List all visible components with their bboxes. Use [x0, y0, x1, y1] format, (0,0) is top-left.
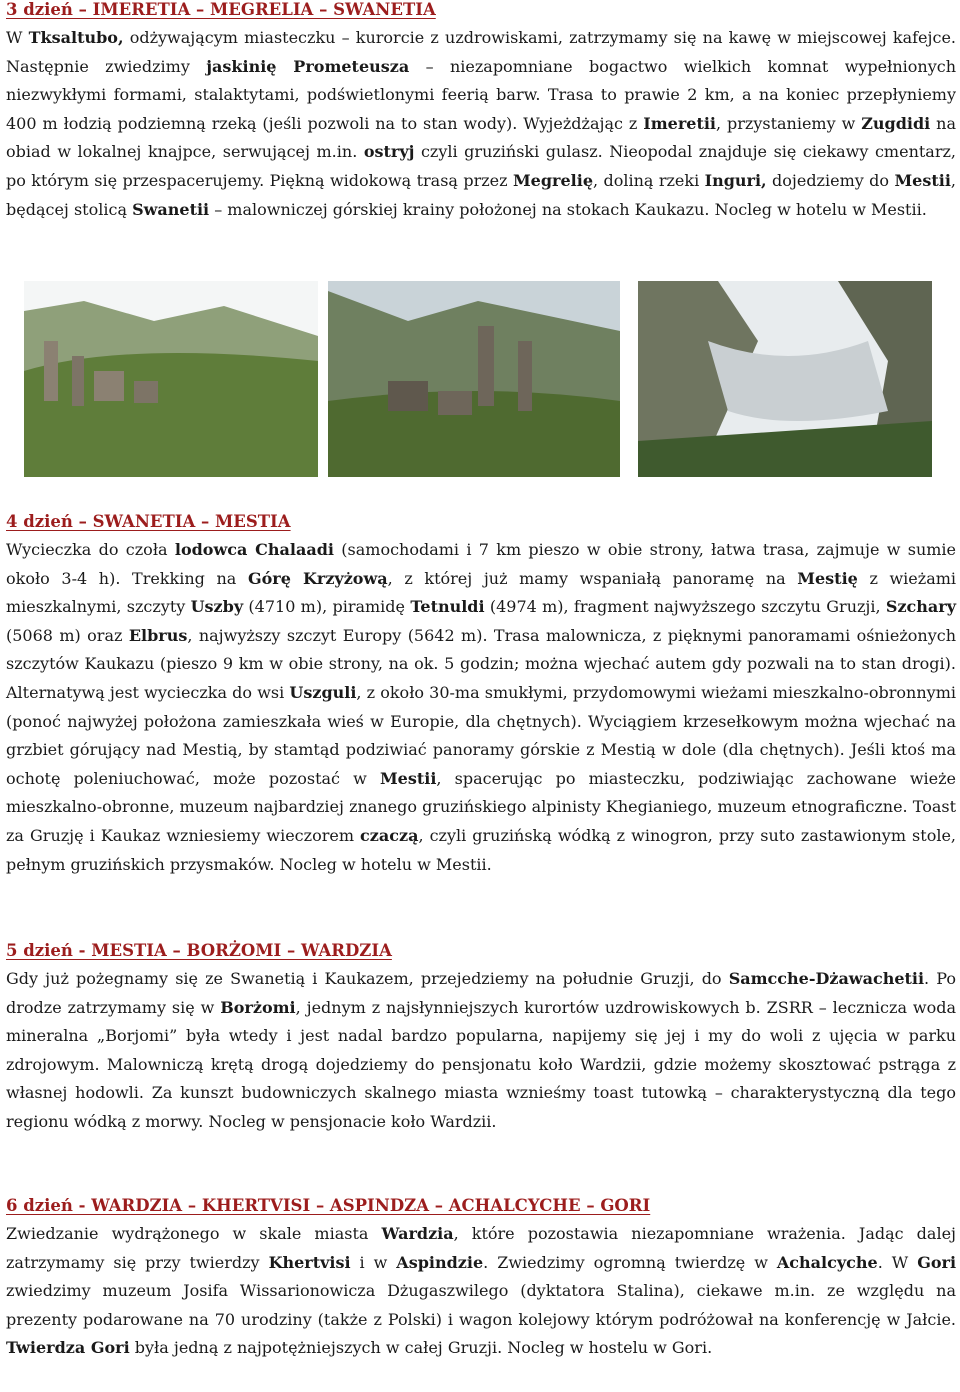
- text-run: – malowniczej górskiej krainy położonej na stokach Kaukazu. Nocleg w hotelu w Mestii.: [209, 199, 927, 219]
- section-day-4: [6, 512, 956, 879]
- text-run: (5068 m) oraz: [6, 625, 129, 645]
- section-day-5: [6, 941, 956, 1137]
- section-text: [6, 1220, 956, 1363]
- text-run: czyli gruziński gulasz. Nieopodal znajduje się ciekawy cmentarz, po którym się przespacerujemy. Piękną widokową trasą przez: [6, 142, 957, 190]
- text-run: . Zwiedzimy ogromną twierdzę w: [483, 1252, 777, 1272]
- text-run: , z której już mamy wspaniałą panoramę na: [387, 568, 798, 588]
- section-text: [6, 965, 956, 1137]
- text-run: z wieżami mieszkalnymi, szczyty: [6, 568, 957, 617]
- text-run: (samochodami i 7 km pieszo w obie strony, łatwa trasa, zajmuje w sumie około 3-4 h). Trekking na: [6, 540, 957, 588]
- text-run: , jednym z najsłynniejszych kurortów uzdrowiskowych b. ZSRR – lecznicza woda mineralna „Borjomi” była wtedy i jest nadal bardzo popularna, napijemy się jej i my do woli z ujęcia w parku zdrojowym. Malowniczą krętą drogą dojedziemy do pensjonatu koło Wardzii, gdzie możemy skosztować pstrąga z własnej hodowli. Za kunszt budowniczych skalnego miasta wznieśmy toast tutowką – charakterystyczną dla tego regionu wódką z morwy. Nocleg w pensjonacie koło Wardzii.: [6, 997, 957, 1131]
- text-run: , które pozostawia niezapomniane wrażenia. Jadąc dalej zatrzymamy się przy twierdzy: [6, 1224, 957, 1272]
- text-run: odżywającym miasteczku – kurorcie z uzdrowiskami, zatrzymamy się na kawę w miejscowej kafejce. Następnie zwiedzimy: [6, 28, 957, 76]
- bold-text: Twierdza Gori: [6, 1338, 130, 1358]
- bold-text: ostryj: [363, 142, 415, 162]
- bold-text: Elbrus: [128, 625, 188, 645]
- bold-text: Achalcyche: [776, 1252, 878, 1272]
- text-run: (4710 m), piramidę: [243, 597, 411, 617]
- bold-text: Tksaltubo,: [28, 28, 124, 47]
- text-run: . W: [877, 1252, 918, 1272]
- text-run: (4974 m), fragment najwyższego szczytu Gruzji,: [484, 597, 886, 617]
- text-run: , z około 30-ma smukłymi, przydomowymi wieżami mieszkalno-obronnymi (ponoć najwyżej położona zamieszkała wieś w Europie, dla chętnych). Wyciągiem krzesełkowym można wjechać na grzbiet górujący nad Mestią, by stamtąd podziwiać panoramy górskie z Mestią w dole (dla chętnych). Jeśli ktoś ma ochotę poleniuchować, może pozostać w: [6, 682, 956, 788]
- text-run: , będącej stolicą: [6, 170, 956, 219]
- section-heading: 4 dzień – SWANETIA – MESTIA: [6, 512, 291, 531]
- text-run: W: [6, 28, 29, 47]
- photo-strip: [24, 281, 932, 477]
- text-run: na obiad w lokalnej knajpce, serwującej m.in.: [6, 113, 956, 162]
- bold-text: Khertvisi: [268, 1252, 351, 1272]
- bold-text: czaczą: [360, 825, 419, 845]
- bold-text: Borżomi: [220, 997, 296, 1017]
- bold-text: lodowca Chalaadi: [174, 540, 334, 559]
- text-run: i w: [350, 1252, 397, 1272]
- bold-text: jaskinię Prometeusza: [206, 56, 410, 76]
- bold-text: Samcche-Dżawachetii: [728, 969, 925, 988]
- section-heading: 5 dzień - MESTIA – BORŻOMI – WARDZIA: [6, 941, 392, 960]
- bold-text: Zugdidi: [861, 113, 931, 133]
- bold-text: Inguri,: [704, 170, 767, 190]
- bold-text: Mestii: [379, 768, 437, 788]
- text-run: – niezapomniane bogactwo wielkich komnat wypełnionych niezwykłymi formami, stalaktytami, podświetlonymi feerią barw. Trasa to prawie 2 km, a na koniec przepłyniemy 400 m łodzią podziemną rzeką (jeśli pozwoli na to stan wody). Wyjeżdżając z: [6, 56, 956, 133]
- bold-text: Megrelię: [512, 170, 593, 190]
- text-run: była jedną z najpotężniejszych w całej Gruzji. Nocleg w hostelu w Gori.: [129, 1338, 713, 1358]
- text-run: Zwiedzanie wydrążonego w skale miasta: [6, 1224, 382, 1243]
- text-run: Wycieczka do czoła: [6, 540, 175, 559]
- section-text: [6, 536, 956, 879]
- bold-text: Górę Krzyżową: [247, 568, 388, 588]
- section-day-3: [6, 0, 956, 224]
- bold-text: Wardzia: [381, 1224, 454, 1243]
- text-run: dojedziemy do: [766, 170, 895, 190]
- text-run: , najwyższy szczyt Europy (5642 m). Trasa malownicza, z pięknymi panoramami ośnieżonych szczytów Kaukazu (pieszo 9 km w obie strony, na ok. 5 godzin; można wjechać autem gdy pozwali na to stan drogi). Alternatywą jest wycieczka do wsi: [6, 625, 956, 702]
- text-run: , spacerując po miasteczku, podziwiając zachowane wieże mieszkalno-obronne, muzeum najbardziej znanego gruzińskiego alpinisty Khegianiego, muzeum etnograficzne. Toast za Gruzję i Kaukaz wzniesiemy wieczorem: [6, 768, 956, 845]
- text-run: . Po drodze zatrzymamy się w: [6, 969, 957, 1017]
- bold-text: Uszby: [190, 597, 244, 617]
- section-text: [6, 24, 956, 224]
- bold-text: Uszguli: [289, 682, 357, 702]
- text-run: Gdy już pożegnamy się ze Swanetią i Kaukazem, przejedziemy na południe Gruzji, do: [6, 969, 729, 988]
- photo-chalaadi-glacier: [638, 281, 932, 477]
- bold-text: Szchary: [885, 597, 956, 617]
- text-run: , doliną rzeki: [593, 170, 705, 190]
- bold-text: Mestię: [797, 568, 858, 588]
- bold-text: Tetnuldi: [410, 597, 485, 617]
- text-run: , przystaniemy w: [715, 113, 862, 133]
- section-heading: 3 dzień – IMERETIA – MEGRELIA – SWANETIA: [6, 0, 436, 19]
- text-run: zwiedzimy muzeum Josifa Wissarionowicza Dżugaszwilego (dyktatora Stalina), ciekawe m.in. ze względu na prezenty podarowane na 70 urodziny (także z Polski) i wagon kolejowy którym podróżował na konferencję w Jałcie.: [6, 1281, 956, 1329]
- bold-text: Mestii: [894, 170, 951, 190]
- bold-text: Gori: [917, 1252, 957, 1272]
- photo-ushguli-village-towers: [328, 281, 620, 477]
- section-day-6: [6, 1196, 956, 1363]
- text-run: , czyli gruzińską wódką z winogron, przy suto zastawionym stole, pełnym gruzińskich przysmaków. Nocleg w hotelu w Mestii.: [6, 825, 956, 874]
- photo-svaneti-towers-hillside: [24, 281, 318, 477]
- bold-text: Aspindzie: [396, 1252, 484, 1272]
- bold-text: Swanetii: [132, 199, 210, 219]
- bold-text: Imeretii: [643, 113, 716, 133]
- section-heading: 6 dzień - WARDZIA – KHERTVISI – ASPINDZA – ACHALCYCHE – GORI: [6, 1196, 651, 1215]
